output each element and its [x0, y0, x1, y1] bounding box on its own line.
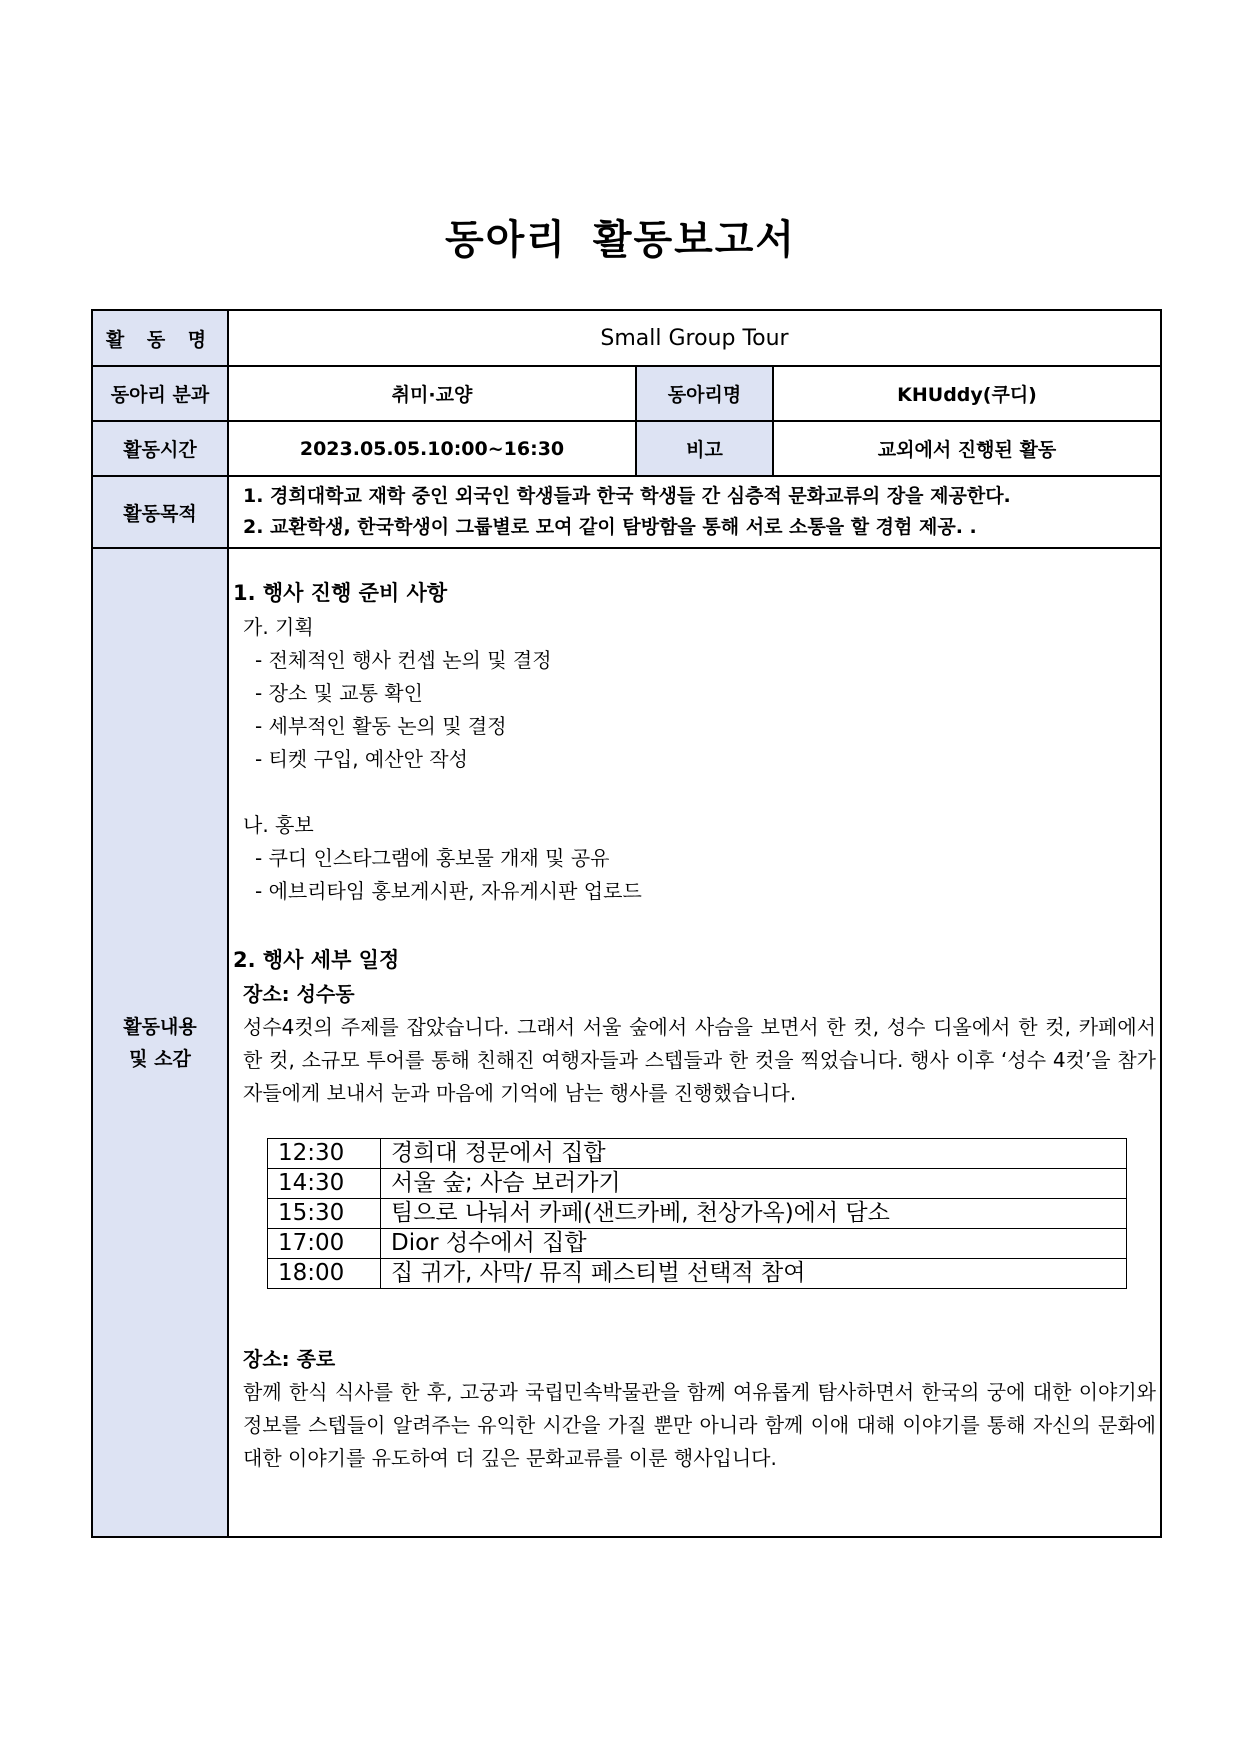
schedule-row [268, 1259, 1127, 1289]
note-value: 교외에서 진행된 활동 [773, 421, 1161, 476]
planning-item: - 세부적인 활동 논의 및 결정 [255, 714, 507, 738]
report-table [91, 309, 1162, 1538]
note-label: 비고 [636, 421, 773, 476]
planning-item: - 티켓 구입, 예산안 작성 [255, 747, 468, 771]
time-value: 2023.05.05.10:00~16:30 [228, 421, 636, 476]
content-cell [228, 548, 1161, 1537]
schedule-event: 경희대 정문에서 집합 [381, 1139, 1127, 1169]
planning-item: - 장소 및 교통 확인 [255, 681, 423, 705]
schedule-event: Dior 성수에서 집합 [381, 1229, 1127, 1259]
category-row [92, 366, 1161, 421]
section2-title: 2. 행사 세부 일정 [233, 948, 400, 972]
promo-item: - 쿠디 인스타그램에 홍보물 개재 및 공유 [255, 846, 610, 870]
planning-title: 가. 기획 [243, 615, 314, 639]
purpose-item: 2. 교환학생, 한국학생이 그룹별로 모여 같이 탐방함을 통해 서로 소통을 할 경험 제공. . [243, 516, 977, 538]
schedule-row [268, 1229, 1127, 1259]
schedule-row [268, 1169, 1127, 1199]
time-label: 활동시간 [92, 421, 228, 476]
planning-item: - 전체적인 행사 컨셉 논의 및 결정 [255, 648, 552, 672]
schedule-event: 서울 숲; 사슴 보러가기 [381, 1169, 1127, 1199]
activity-name-row [92, 310, 1161, 366]
schedule-row [268, 1139, 1127, 1169]
club-name-value: KHUddy(쿠디) [773, 366, 1161, 421]
place1-heading: 장소: 성수동 [243, 982, 355, 1006]
section1-title: 1. 행사 진행 준비 사항 [233, 581, 448, 605]
activity-name-label: 활 동 명 [92, 310, 228, 366]
schedule-time: 18:00 [268, 1259, 381, 1289]
schedule-time: 15:30 [268, 1199, 381, 1229]
category-value: 취미·교양 [228, 366, 636, 421]
purpose-cell [228, 476, 1161, 548]
promo-title: 나. 홍보 [243, 813, 314, 837]
schedule-time: 14:30 [268, 1169, 381, 1199]
content-label-line1: 활동내용 [123, 1015, 197, 1038]
schedule-event: 집 귀가, 사막/ 뮤직 페스티벌 선택적 참여 [381, 1259, 1127, 1289]
document-title: 동아리 활동보고서 [444, 217, 797, 263]
club-name-label: 동아리명 [636, 366, 773, 421]
schedule-table [267, 1138, 1127, 1289]
purpose-item: 1. 경희대학교 재학 중인 외국인 학생들과 한국 학생들 간 심층적 문화교류의 장을 제공한다. [243, 485, 1011, 507]
place2-heading: 장소: 종로 [243, 1347, 336, 1371]
place1-description: 성수4컷의 주제를 잡았습니다. 그래서 서울 숲에서 사슴을 보면서 한 컷, 성수 디올에서 한 컷, 카페에서 한 컷, 소규모 투어를 통해 친해진 여행자들과 스텝들과 한 컷을 찍었습니다. 행사 이후 ‘성수 4컷’을 참가자들에게 보내서 눈과 마음에 기억에 남는 행사를 진행했습니다. [243, 1015, 1156, 1105]
activity-name-value: Small Group Tour [228, 310, 1161, 366]
schedule-event: 팀으로 나눠서 카페(샌드카베, 천상가옥)에서 담소 [381, 1199, 1127, 1229]
schedule-row [268, 1199, 1127, 1229]
purpose-label: 활동목적 [92, 476, 228, 548]
content-row [92, 548, 1161, 1537]
schedule-time: 17:00 [268, 1229, 381, 1259]
category-label: 동아리 분과 [92, 366, 228, 421]
time-row [92, 421, 1161, 476]
schedule-time: 12:30 [268, 1139, 381, 1169]
purpose-row [92, 476, 1161, 548]
promo-item: - 에브리타임 홍보게시판, 자유게시판 업로드 [255, 879, 642, 903]
place2-description: 함께 한식 식사를 한 후, 고궁과 국립민속박물관을 함께 여유롭게 탐사하면서 한국의 궁에 대한 이야기와 정보를 스텝들이 알려주는 유익한 시간을 가질 뿐만 아니라 함께 이애 대해 이야기를 통해 자신의 문화에 대한 이야기를 유도하여 더 깊은 문화교류를 이룬 행사입니다. [243, 1380, 1156, 1470]
content-label [92, 548, 228, 1537]
content-label-line2: 및 소감 [129, 1047, 191, 1070]
